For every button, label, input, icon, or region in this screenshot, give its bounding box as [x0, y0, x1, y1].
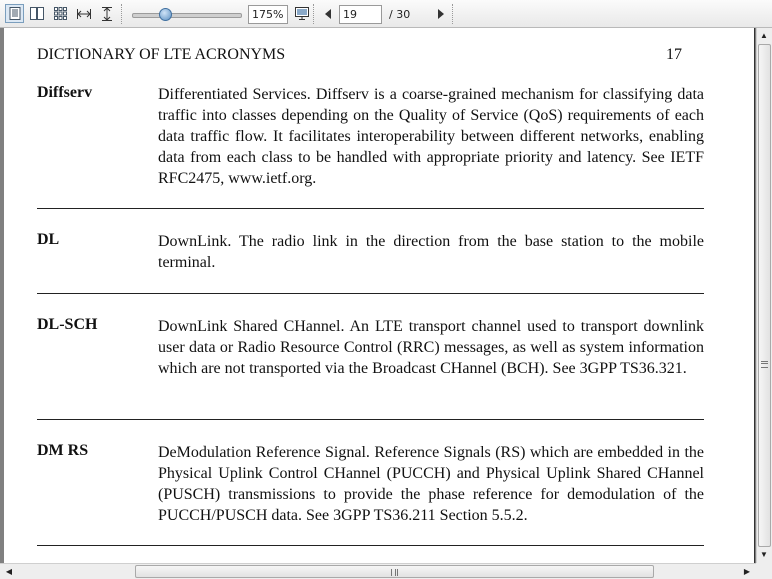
entry-definition: DownLink. The radio link in the direction from the base station to the mobile terminal. — [158, 233, 704, 271]
entry-term: DL-SCH — [37, 316, 98, 333]
entry-definition: DownLink Shared CHannel. An LTE transport channel used to transport downlink user data or Radio Resource Control (RRC) messages, as well as system information which are not transported via the Broadcast CHannel (BCH). See 3GPP TS36.321. — [158, 318, 704, 377]
presentation-mode-icon[interactable] — [292, 4, 311, 23]
scroll-left-icon[interactable]: ◀ — [5, 567, 13, 576]
entry-divider — [37, 545, 704, 546]
single-page-icon[interactable] — [5, 4, 24, 23]
entry-term: DL — [37, 231, 60, 248]
zoom-slider-track[interactable] — [132, 13, 242, 18]
fit-width-icon[interactable] — [74, 4, 93, 23]
grip-icon — [391, 569, 398, 576]
entry-divider — [37, 293, 704, 294]
entry-definition: Differentiated Services. Diffserv is a coarse-grained mechanism for classifying data traffic into classes depending on the Quality of Service (QoS) requirements of each data traffic flow. It facilitates interoperability between different networks, enabling data from each class to be handled with appropriate priority and latency. See IETF RFC2475, www.ietf.org. — [158, 86, 704, 187]
fit-height-icon[interactable] — [97, 4, 116, 23]
zoom-slider-thumb[interactable] — [159, 8, 172, 21]
facing-pages-icon[interactable] — [27, 4, 46, 23]
scroll-right-icon[interactable]: ▶ — [743, 567, 751, 576]
horizontal-scrollbar[interactable] — [0, 563, 756, 579]
toolbar-separator — [452, 4, 454, 24]
previous-page-icon[interactable] — [318, 4, 337, 23]
zoom-input[interactable]: 175% — [248, 5, 288, 24]
vertical-scrollbar[interactable] — [756, 28, 772, 563]
next-page-icon[interactable] — [431, 4, 450, 23]
entry-term: Diffserv — [37, 84, 93, 101]
page-header — [37, 46, 682, 64]
page-number-input[interactable]: 19 — [339, 5, 382, 24]
document-viewport[interactable] — [0, 28, 756, 563]
entry-definition: DeModulation Reference Signal. Reference Signals (RS) which are embedded in the Physical Uplink Control CHannel (PUCCH) and Physical Uplink Shared CHannel (PUSCH) transmissions to provide the phase reference for demodulation of the PUCCH/PUSCH data. See 3GPP TS36.211 Section 5.5.2. — [158, 444, 704, 524]
toolbar-separator — [121, 4, 123, 24]
entry-divider — [37, 419, 704, 420]
toolbar — [0, 0, 772, 28]
toolbar-separator — [313, 4, 315, 24]
horizontal-scroll-thumb[interactable] — [135, 565, 654, 578]
page-number: 17 — [666, 46, 682, 63]
entry-term: DM RS — [37, 442, 89, 459]
entry-divider — [37, 208, 704, 209]
scroll-down-icon[interactable]: ▼ — [760, 550, 768, 559]
thumbnails-icon[interactable] — [51, 4, 70, 23]
grip-icon — [761, 361, 768, 368]
document-page — [4, 28, 755, 563]
page-total-label: / 30 — [389, 8, 411, 21]
header-title: DICTIONARY OF LTE ACRONYMS — [37, 46, 286, 63]
vertical-scroll-thumb[interactable] — [758, 44, 771, 547]
scroll-up-icon[interactable]: ▲ — [760, 31, 768, 40]
scrollbar-corner — [756, 563, 772, 579]
